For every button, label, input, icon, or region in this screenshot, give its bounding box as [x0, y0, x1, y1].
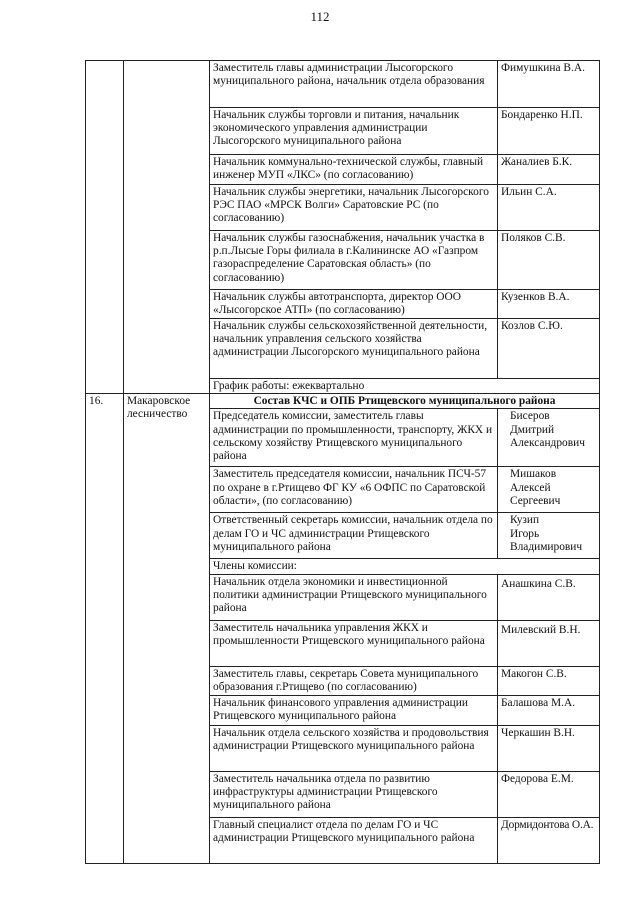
- position-cell: Заместитель начальника отдела по развитию инфраструктуры администрации Ртищевского муниципального района: [210, 771, 498, 817]
- first-name: Алексей: [510, 481, 551, 494]
- number-cell: 16.: [86, 394, 124, 863]
- position-cell: Начальник службы торговли и питания, начальник экономического управления администрации Лысогорского муниципального района: [210, 108, 498, 155]
- position-cell: Начальник коммунально-технической службы, главный инженер МУП «ЛКС» (по согласованию): [210, 155, 498, 185]
- commission-table: [85, 60, 600, 864]
- member-name: Фимушкина В.А.: [498, 61, 600, 108]
- table-row: [86, 61, 600, 108]
- patronymic: Александрович: [510, 436, 585, 449]
- position-cell: Начальник отдела экономики и инвестиционной политики администрации Ртищевского муниципального района: [210, 574, 498, 620]
- position-cell: Заместитель председателя комиссии, начальник ПСЧ-57 по охране в г.Ртищево ФГ КУ «6 ОФПС по Саратовской области», (по согласованию): [210, 467, 498, 513]
- position-cell: Начальник службы энергетики, начальник Лысогорского РЭС ПАО «МРСК Волги» Саратовские РС (по согласованию): [210, 185, 498, 231]
- number-cell: [86, 61, 124, 394]
- member-name: Козлов С.Ю.: [498, 319, 600, 379]
- position-cell: Начальник службы сельскохозяйственной деятельности, начальник управления сельского хозяйства администрации Лысогорского муниципального района: [210, 319, 498, 379]
- position-cell: Главный специалист отдела по делам ГО и ЧС администрации Ртищевского муниципального района: [210, 817, 498, 863]
- forestry-cell: Макаровское лесничество: [124, 394, 210, 863]
- surname: Кузип: [510, 514, 540, 527]
- member-name: Кузенков В.А.: [498, 290, 600, 319]
- member-name: Ильин С.А.: [498, 185, 600, 231]
- page-number: 112: [310, 9, 330, 24]
- first-name: Дмитрий: [510, 423, 555, 436]
- schedule-text: График работы: ежеквартально: [210, 379, 600, 394]
- position-cell: Заместитель главы администрации Лысогорского муниципального района, начальник отдела образования: [210, 61, 498, 108]
- member-name: Жаналиев Б.К.: [498, 155, 600, 185]
- position-cell: Начальник отдела сельского хозяйства и продовольствия администрации Ртищевского муниципального района: [210, 725, 498, 771]
- position-cell: Председатель комиссии, заместитель главы администрации по промышленности, транспорту, ЖКХ и сельскому хозяйству Ртищевского муниципального района: [210, 409, 498, 467]
- members-label: Члены комиссии:: [210, 559, 600, 574]
- position-cell: Начальник службы автотранспорта, директор ООО «Лысогорское АТП» (по согласованию): [210, 290, 498, 319]
- patronymic: Сергеевич: [510, 494, 561, 507]
- first-name: Игорь: [510, 527, 540, 540]
- member-name: Балашова М.А.: [498, 695, 600, 725]
- member-name: Бондаренко Н.П.: [498, 108, 600, 155]
- member-name: Федорова Е.М.: [498, 771, 600, 817]
- member-name: Дормидонтова О.А.: [498, 817, 600, 863]
- member-name: [498, 467, 600, 513]
- position-cell: Начальник службы газоснабжения, начальник участка в р.п.Лысые Горы филиала в г.Калининске АО «Газпром газораспределение Саратовская область» (по согласованию): [210, 231, 498, 290]
- member-name: [498, 409, 600, 467]
- position-cell: Заместитель начальника управления ЖКХ и промышленности Ртищевского муниципального района: [210, 620, 498, 666]
- table-row: [86, 394, 600, 409]
- position-cell: Ответственный секретарь комиссии, начальник отдела по делам ГО и ЧС администрации Ртищевского муниципального района: [210, 513, 498, 559]
- surname: Мишаков: [510, 468, 557, 481]
- member-name: Анашкина С.В.: [498, 574, 600, 620]
- member-name: Поляков С.В.: [498, 231, 600, 290]
- forestry-cell: [124, 61, 210, 394]
- section-heading: Состав КЧС и ОПБ Ртищевского муниципального района: [210, 394, 600, 409]
- member-name: Черкашин В.Н.: [498, 725, 600, 771]
- surname: Бисеров: [510, 410, 550, 423]
- member-name: [498, 513, 600, 559]
- position-cell: Начальник финансового управления администрации Ртищевского муниципального района: [210, 695, 498, 725]
- position-cell: Заместитель главы, секретарь Совета муниципального образования г.Ртищево (по согласованию): [210, 666, 498, 695]
- patronymic: Владимирович: [510, 540, 583, 553]
- member-name: Милевский В.Н.: [498, 620, 600, 666]
- member-name: Макогон С.В.: [498, 666, 600, 695]
